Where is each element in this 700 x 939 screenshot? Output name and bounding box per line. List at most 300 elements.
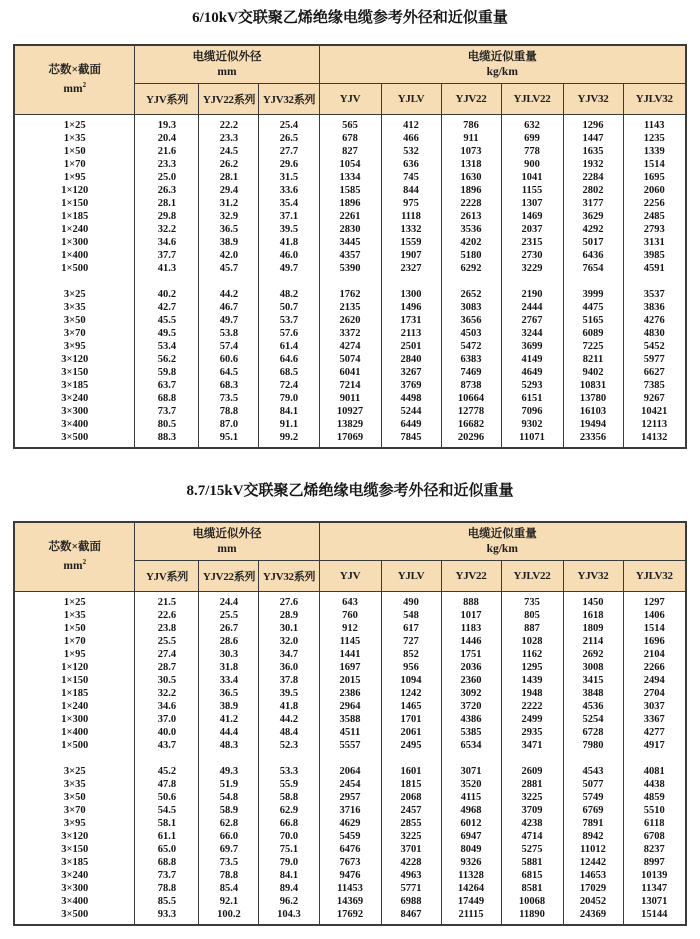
cell-value: 33.4 (219, 675, 239, 686)
cell-value: 1762 (339, 289, 361, 300)
cell-value: 2060 (643, 185, 665, 196)
cell-value: 1×120 (61, 662, 89, 673)
cell-value: 49.5 (157, 328, 177, 339)
cell-value: 24.4 (219, 597, 239, 608)
cell-value: 56.2 (157, 354, 177, 365)
cell-value: 3225 (400, 831, 422, 842)
cell-value: 2114 (582, 636, 604, 647)
cell-value: 45.2 (157, 766, 177, 777)
value-column (199, 115, 259, 449)
cell-value: 10068 (518, 896, 546, 907)
cell-value: 1300 (400, 289, 422, 300)
cell-value: 8581 (521, 883, 543, 894)
cell-value: 14264 (457, 883, 485, 894)
cell-value: 2767 (521, 315, 543, 326)
cell-value: 3×240 (61, 870, 89, 881)
cell-value: 6476 (339, 844, 361, 855)
cell-value: 26.2 (219, 159, 239, 170)
cell-value: 7469 (460, 367, 482, 378)
cell-value: 84.1 (279, 406, 299, 417)
cell-value: 8237 (643, 844, 665, 855)
cell-value: 3×500 (61, 432, 89, 443)
series-column-header: YJLV32 (623, 84, 686, 115)
cell-value: 1×300 (61, 237, 89, 248)
cell-value: 852 (403, 649, 419, 660)
cell-value: 6449 (400, 419, 422, 430)
cell-value: 1731 (400, 315, 422, 326)
cell-value: 2135 (339, 302, 361, 313)
cell-value: 88.3 (157, 432, 177, 443)
cell-value: 3×120 (61, 354, 89, 365)
cell-value: 1809 (582, 623, 604, 634)
cell-value: 4963 (400, 870, 422, 881)
cell-value: 22.2 (219, 120, 239, 131)
cell-value: 1118 (401, 211, 421, 222)
cell-value: 37.0 (157, 714, 177, 725)
cell-value: 38.9 (219, 237, 239, 248)
cell-value: 24.5 (219, 146, 239, 157)
table-title: 6/10kV交联聚乙烯绝缘电缆参考外径和近似重量 (192, 10, 508, 26)
series-column-header: YJV系列 (135, 561, 199, 592)
cell-value: 20452 (579, 896, 607, 907)
cell-value: 3×35 (63, 302, 86, 313)
cell-value: 4475 (582, 302, 604, 313)
cell-value: 39.5 (279, 224, 299, 235)
cell-value: 2802 (582, 185, 604, 196)
cell-value: 2692 (582, 649, 604, 660)
corner-unit-superscript: 2 (82, 558, 87, 567)
cell-value: 1601 (400, 766, 422, 777)
cell-value: 3×70 (63, 805, 86, 816)
cell-value: 17069 (336, 432, 364, 443)
cell-value: 10927 (336, 406, 364, 417)
cell-value: 73.7 (157, 406, 177, 417)
cell-value: 4968 (460, 805, 482, 816)
cell-value: 37.7 (157, 250, 177, 261)
weight-group-header (319, 45, 686, 84)
cell-value: 1514 (643, 623, 665, 634)
cell-value: 42.0 (219, 250, 239, 261)
cell-value: 4292 (582, 224, 604, 235)
cell-value: 8942 (582, 831, 604, 842)
cell-value: 37.1 (279, 211, 299, 222)
cell-value: 1469 (521, 211, 543, 222)
cell-value: 54.5 (157, 805, 177, 816)
cell-value: 3×35 (63, 779, 86, 790)
cell-value: 4503 (460, 328, 482, 339)
cell-value: 643 (342, 597, 358, 608)
cell-value: 36.0 (279, 662, 299, 673)
group-spacer (199, 275, 258, 288)
cell-value: 3×25 (63, 766, 86, 777)
cell-value: 14132 (641, 432, 668, 443)
cell-value: 3367 (643, 714, 665, 725)
cell-value: 45.5 (157, 315, 177, 326)
value-column (381, 115, 441, 449)
cell-value: 32.2 (157, 224, 177, 235)
cell-value: 2228 (460, 198, 482, 209)
corner-header-cell (14, 522, 135, 592)
cell-value: 1×35 (63, 610, 86, 621)
cell-value: 4238 (521, 818, 543, 829)
cell-value: 73.7 (157, 870, 177, 881)
corner-title: 芯数×截面 (48, 541, 102, 554)
cell-value: 565 (342, 120, 358, 131)
cell-value: 1751 (460, 649, 482, 660)
cell-value: 1439 (521, 675, 543, 686)
cell-value: 57.4 (219, 341, 239, 352)
cell-value: 23.3 (219, 133, 239, 144)
cell-value: 5390 (339, 263, 361, 274)
cell-value: 4115 (460, 792, 482, 803)
cell-value: 2061 (400, 727, 422, 738)
group-spacer (502, 275, 563, 288)
cell-value: 40.0 (157, 727, 177, 738)
cell-value: 25.5 (157, 636, 177, 647)
cell-value: 5771 (400, 883, 422, 894)
cell-value: 5881 (521, 857, 543, 868)
cell-value: 6708 (643, 831, 665, 842)
cell-value: 1896 (339, 198, 361, 209)
cell-value: 31.2 (219, 198, 239, 209)
group-spacer (15, 752, 135, 765)
cell-value: 5459 (339, 831, 361, 842)
cable-spec-table (13, 44, 687, 449)
group-spacer (199, 752, 258, 765)
cell-value: 1295 (521, 662, 543, 673)
cell-value: 4357 (339, 250, 361, 261)
cell-value: 66.8 (279, 818, 299, 829)
cell-value: 4386 (460, 714, 482, 725)
cell-value: 62.9 (279, 805, 299, 816)
cell-value: 1585 (339, 185, 361, 196)
cell-value: 30.1 (279, 623, 299, 634)
cell-value: 5749 (582, 792, 604, 803)
cell-value: 3177 (582, 198, 604, 209)
cell-value: 2935 (521, 727, 543, 738)
cell-value: 61.1 (157, 831, 177, 842)
cell-value: 78.8 (157, 883, 177, 894)
cell-value: 888 (463, 597, 479, 608)
cell-value: 25.0 (157, 172, 177, 183)
cell-value: 34.6 (157, 701, 177, 712)
cell-value: 75.1 (279, 844, 299, 855)
cell-value: 3×50 (63, 315, 86, 326)
cell-value: 30.5 (157, 675, 177, 686)
cell-value: 11890 (519, 909, 545, 920)
cell-value: 41.2 (219, 714, 239, 725)
cell-value: 827 (342, 146, 358, 157)
cell-value: 1×185 (61, 688, 89, 699)
cell-value: 5977 (643, 354, 665, 365)
cell-value: 3588 (339, 714, 361, 725)
cell-value: 12778 (457, 406, 485, 417)
cell-value: 1162 (521, 649, 543, 660)
cell-value: 7096 (521, 406, 543, 417)
cell-value: 3×70 (63, 328, 86, 339)
cell-value: 3699 (521, 341, 543, 352)
cell-value: 49.7 (279, 263, 299, 274)
cell-value: 10421 (641, 406, 668, 417)
cell-value: 23.8 (157, 623, 177, 634)
cell-value: 64.5 (219, 367, 239, 378)
cell-value: 412 (403, 120, 419, 131)
cell-value: 52.3 (279, 740, 299, 751)
cell-value: 10831 (579, 380, 607, 391)
cell-value: 58.8 (279, 792, 299, 803)
value-column (441, 115, 501, 449)
cell-value: 9267 (643, 393, 665, 404)
group-spacer (382, 752, 441, 765)
cell-value: 3008 (582, 662, 604, 673)
cell-value: 735 (524, 597, 540, 608)
cell-value: 844 (403, 185, 419, 196)
group-spacer (135, 275, 198, 288)
cell-value: 9402 (582, 367, 604, 378)
cell-value: 53.3 (279, 766, 299, 777)
cell-value: 3769 (400, 380, 422, 391)
cell-value: 2609 (521, 766, 543, 777)
cell-value: 41.8 (279, 701, 299, 712)
cell-value: 2190 (521, 289, 543, 300)
cell-value: 2501 (400, 341, 422, 352)
cell-value: 28.9 (279, 610, 299, 621)
value-column (135, 115, 199, 449)
cell-value: 4438 (643, 779, 665, 790)
cell-value: 23356 (579, 432, 607, 443)
cell-value: 3267 (400, 367, 422, 378)
cell-value: 1559 (400, 237, 422, 248)
group-spacer (259, 752, 318, 765)
cell-value: 1054 (339, 159, 361, 170)
cell-value: 699 (524, 133, 540, 144)
value-column (623, 592, 686, 926)
value-column (259, 115, 319, 449)
cell-value: 1697 (339, 662, 361, 673)
group-spacer (624, 275, 686, 288)
cell-value: 104.3 (277, 909, 301, 920)
cell-value: 4830 (643, 328, 665, 339)
cell-value: 87.0 (219, 419, 239, 430)
cell-value: 3037 (643, 701, 665, 712)
group-spacer (382, 275, 441, 288)
cell-value: 27.4 (157, 649, 177, 660)
cell-value: 2015 (339, 675, 361, 686)
cell-value: 3985 (643, 250, 665, 261)
cell-value: 44.2 (279, 714, 299, 725)
group-spacer (259, 275, 318, 288)
value-column (259, 592, 319, 926)
cell-value: 1×240 (61, 224, 89, 235)
cell-value: 32.2 (157, 688, 177, 699)
cell-value: 1948 (521, 688, 543, 699)
value-column (319, 592, 381, 926)
cell-value: 1094 (400, 675, 422, 686)
cell-value: 1696 (643, 636, 665, 647)
cell-value: 26.7 (219, 623, 239, 634)
cell-value: 28.6 (219, 636, 239, 647)
cell-value: 3×95 (63, 341, 86, 352)
cell-value: 31.5 (279, 172, 299, 183)
cell-value: 3372 (339, 328, 361, 339)
cell-value: 3471 (521, 740, 543, 751)
cell-value: 9302 (521, 419, 543, 430)
group-spacer (442, 275, 501, 288)
cell-value: 1446 (460, 636, 482, 647)
cell-value: 5557 (339, 740, 361, 751)
weight-group-header (319, 522, 686, 561)
cell-value: 63.7 (157, 380, 177, 391)
cell-value: 44.4 (219, 727, 239, 738)
cell-value: 727 (403, 636, 419, 647)
cell-value: 85.5 (157, 896, 177, 907)
cell-value: 11012 (580, 844, 606, 855)
group-header-row (14, 522, 686, 561)
cell-value: 786 (463, 120, 479, 131)
cell-value: 28.1 (219, 172, 239, 183)
cell-value: 4649 (521, 367, 543, 378)
cell-value: 1334 (339, 172, 361, 183)
cell-value: 2620 (339, 315, 361, 326)
cell-value: 2730 (521, 250, 543, 261)
cell-value: 8049 (460, 844, 482, 855)
corner-title: 芯数×截面 (48, 64, 102, 77)
value-column (199, 592, 259, 926)
cell-value: 1932 (582, 159, 604, 170)
cell-value: 85.4 (219, 883, 239, 894)
table-title: 8.7/15kV交联聚乙烯绝缘电缆参考外径和近似重量 (186, 483, 514, 499)
cable-table-section-6-10kv (0, 8, 700, 449)
cell-value: 4629 (339, 818, 361, 829)
cell-value: 5452 (643, 341, 665, 352)
group-spacer (502, 752, 563, 765)
cell-value: 5180 (460, 250, 482, 261)
cell-value: 21.6 (157, 146, 177, 157)
cell-value: 3×300 (61, 406, 89, 417)
cell-value: 2284 (582, 172, 604, 183)
cell-value: 5077 (582, 779, 604, 790)
series-column-header: YJLV22 (501, 561, 563, 592)
cell-value: 53.7 (279, 315, 299, 326)
cell-value: 2266 (643, 662, 665, 673)
cell-value: 4202 (460, 237, 482, 248)
cell-value: 3×120 (61, 831, 89, 842)
cell-value: 678 (342, 133, 358, 144)
cell-value: 4498 (400, 393, 422, 404)
cell-value: 3×185 (61, 380, 89, 391)
cell-value: 1041 (521, 172, 543, 183)
cell-value: 1465 (400, 701, 422, 712)
cell-value: 1×400 (61, 727, 89, 738)
cell-value: 4591 (643, 263, 665, 274)
cell-value: 1618 (582, 610, 604, 621)
cell-value: 1×400 (61, 250, 89, 261)
cell-value: 5165 (582, 315, 604, 326)
cell-value: 23.3 (157, 159, 177, 170)
cell-value: 6769 (582, 805, 604, 816)
cell-value: 24369 (579, 909, 607, 920)
data-row (14, 115, 686, 449)
cell-value: 1450 (582, 597, 604, 608)
spec-column (14, 592, 135, 926)
cell-value: 62.8 (219, 818, 239, 829)
cell-value: 6988 (400, 896, 422, 907)
cell-value: 887 (524, 623, 540, 634)
group-spacer (320, 275, 381, 288)
cell-value: 3445 (339, 237, 361, 248)
cell-value: 6534 (460, 740, 482, 751)
group-spacer (320, 752, 381, 765)
cell-value: 21115 (458, 909, 484, 920)
cell-value: 1×70 (63, 636, 86, 647)
cell-value: 68.8 (157, 393, 177, 404)
cell-value: 16682 (457, 419, 485, 430)
cell-value: 30.3 (219, 649, 239, 660)
cell-value: 45.7 (219, 263, 239, 274)
value-column (623, 115, 686, 449)
cell-value: 41.8 (279, 237, 299, 248)
cell-value: 11347 (641, 883, 668, 894)
cell-value: 7214 (339, 380, 361, 391)
cell-value: 1297 (643, 597, 665, 608)
cell-value: 1307 (521, 198, 543, 209)
cell-value: 28.1 (157, 198, 177, 209)
cell-value: 5293 (521, 380, 543, 391)
value-column (135, 592, 199, 926)
cell-value: 3×50 (63, 792, 86, 803)
cell-value: 68.5 (279, 367, 299, 378)
cell-value: 78.8 (219, 870, 239, 881)
cell-value: 760 (342, 610, 358, 621)
cell-value: 1318 (460, 159, 482, 170)
cell-value: 26.3 (157, 185, 177, 196)
cell-value: 36.5 (219, 688, 239, 699)
cell-value: 2495 (400, 740, 422, 751)
diameter-unit-label: mm (217, 65, 237, 78)
cell-value: 1183 (460, 623, 482, 634)
corner-unit-text: mm (63, 559, 83, 572)
cell-value: 3244 (521, 328, 543, 339)
cell-value: 53.4 (157, 341, 177, 352)
cell-value: 2964 (339, 701, 361, 712)
group-spacer (564, 752, 623, 765)
cell-value: 2793 (643, 224, 665, 235)
cell-value: 6383 (460, 354, 482, 365)
cell-value: 64.6 (279, 354, 299, 365)
cell-value: 50.6 (157, 792, 177, 803)
cell-value: 3×300 (61, 883, 89, 894)
cell-value: 6436 (582, 250, 604, 261)
cell-value: 17449 (457, 896, 485, 907)
group-header-row (14, 45, 686, 84)
corner-unit-superscript: 2 (82, 81, 87, 90)
cell-value: 1×500 (61, 263, 89, 274)
cell-value: 1441 (339, 649, 361, 660)
cell-value: 27.6 (279, 597, 299, 608)
cell-value: 28.7 (157, 662, 177, 673)
cell-value: 4536 (582, 701, 604, 712)
cell-value: 80.5 (157, 419, 177, 430)
cell-value: 3×240 (61, 393, 89, 404)
cell-value: 7385 (643, 380, 665, 391)
cell-value: 3536 (460, 224, 482, 235)
cell-value: 1017 (460, 610, 482, 621)
cell-value: 3225 (521, 792, 543, 803)
cell-value: 466 (403, 133, 419, 144)
cell-value: 1496 (400, 302, 422, 313)
cable-table-section-8-7-15kv (0, 481, 700, 926)
cell-value: 68.8 (157, 857, 177, 868)
